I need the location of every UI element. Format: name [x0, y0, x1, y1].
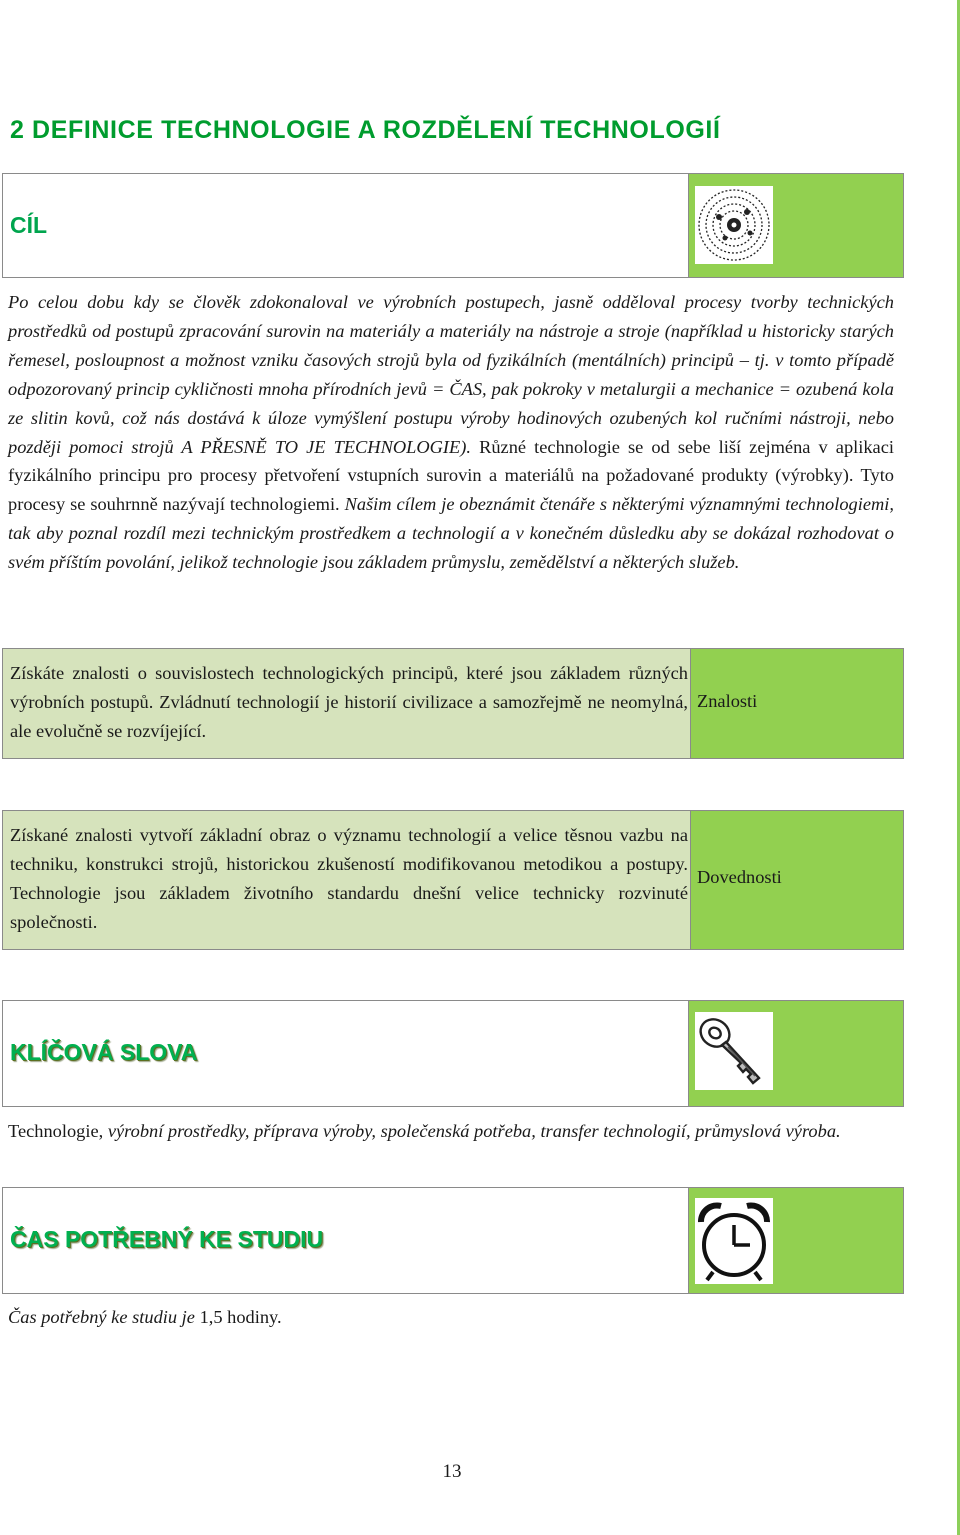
alarm-clock-icon	[695, 1198, 773, 1284]
study-time-icon-cell	[688, 1188, 903, 1293]
skills-tag-cell	[690, 811, 903, 949]
knowledge-label: Znalosti	[697, 691, 758, 711]
keywords-rest: výrobní prostředky, příprava výroby, společenská potřeba, transfer technologií, průmyslová výroba.	[107, 1121, 841, 1141]
key-icon	[695, 1012, 773, 1090]
knowledge-text: Získáte znalosti o souvislostech technologických principů, které jsou základem různých výrobních postupů. Zvládnutí technologií je historií civilizace a samozřejmě ne neomylná, ale evolučně se rozvíjející.	[10, 663, 688, 741]
skills-text: Získané znalosti vytvoří základní obraz o významu technologií a velice těsnou vazbu na techniku, konstrukci strojů, historickou zkušeností modifikovanou metodikou a postupy. Technologie jsou základem životního standardu dnešní velice technicky rozvinuté společnosti.	[10, 825, 688, 932]
goal-paragraph-part1: Po celou dobu kdy se člověk zdokonaloval ve výrobních postupech, jasně odděloval procesy tvorby technických prostředků od postupů zpracování surovin na materiály a materiály na nástroje a stroje (například u historicky starých řemesel, posloupnost a možnost vzniku časových strojů byla od fyzikálních (mentálních) principů – tj. v tomto případě odpozorovaný princip cykličnosti mnoha přírodních jevů = ČAS, pak pokroky v metalurgii a mechanice = ozubená kola ze slitin kovů, což nás dostává k úloze vymýšlení postupu výroby hodinových ozubených kol ručními nástroji, nebo později pomoci strojů A PŘESNĚ TO JE TECHNOLOGIE).	[8, 292, 894, 457]
goal-paragraph-part2: Různé technologie se od sebe liší zejména v aplikaci fyzikálního principu pro procesy přetvoření vstupních surovin a materiálů na požadované produkty (výrobky). Tyto procesy se souhrnně nazývají technologiemi.	[8, 436, 894, 515]
study-time-heading: ČAS POTŘEBNÝ KE STUDIU	[10, 1226, 324, 1252]
keywords-paragraph	[8, 1117, 894, 1146]
knowledge-tag-cell	[690, 649, 903, 758]
keywords-heading: KLÍČOVÁ SLOVA	[10, 1039, 198, 1065]
target-icon	[695, 186, 773, 264]
page-number: 13	[442, 1461, 462, 1482]
knowledge-box	[2, 648, 904, 759]
skills-label: Dovednosti	[697, 867, 782, 887]
goal-paragraph	[8, 288, 894, 577]
keywords-icon-cell	[688, 1001, 903, 1106]
study-time-value: 1,5 hodiny.	[199, 1307, 282, 1327]
goal-heading: CÍL	[10, 212, 48, 238]
study-time-header-box	[2, 1187, 904, 1294]
goal-paragraph-part3: Našim cílem je obeznámit čtenáře s některými významnými technologiemi, tak aby poznal rozdíl mezi technickým prostředkem a technologií a v konečném důsledku aby se dokázal rozhodovat o svém příštím povolání, jelikož technologie jsou základem průmyslu, zemědělství a některých služeb.	[8, 494, 894, 573]
goal-icon-cell	[688, 174, 903, 277]
study-time-italic: Čas potřebný ke studiu je	[8, 1307, 195, 1327]
keywords-header-box	[2, 1000, 904, 1107]
keywords-first: Technologie,	[8, 1121, 104, 1141]
chapter-heading: 2 DEFINICE TECHNOLOGIE A ROZDĚLENÍ TECHNOLOGIÍ	[10, 116, 721, 144]
study-time-paragraph	[8, 1303, 894, 1332]
skills-box	[2, 810, 904, 950]
goal-header-box	[2, 173, 904, 278]
